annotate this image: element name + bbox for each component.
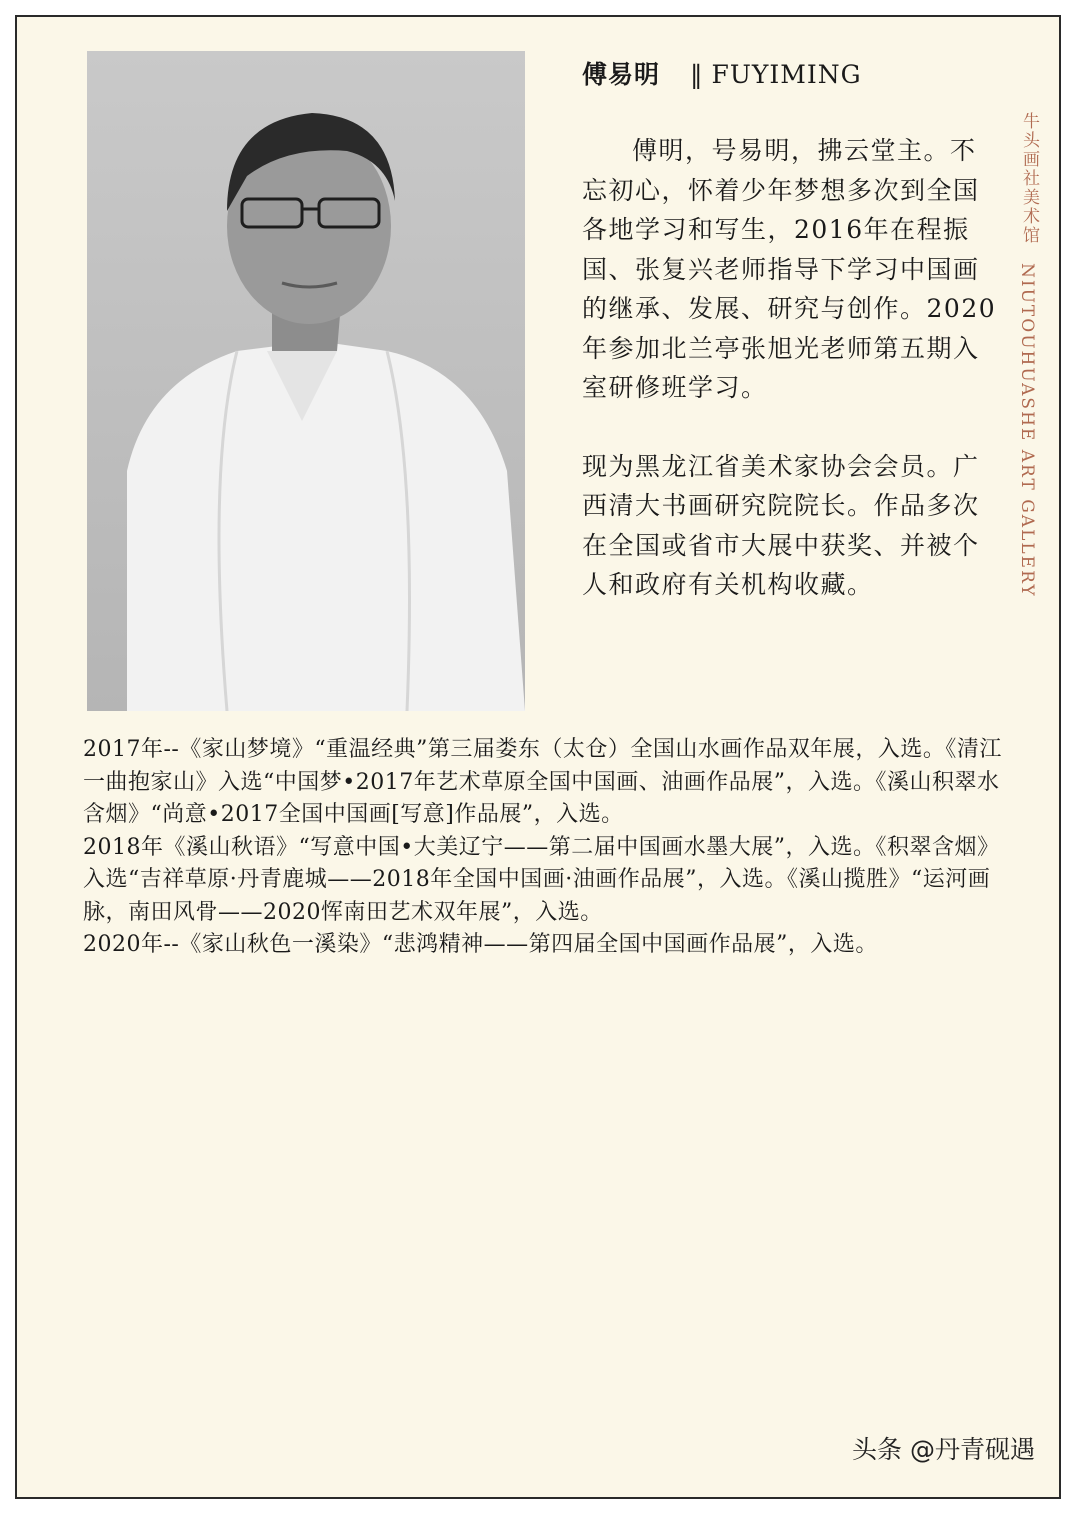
exhibition-history (83, 734, 1013, 962)
bio-paragraph-1: 傅明，号易明，拂云堂主。不忘初心，怀着少年梦想多次到全国各地学习和写生，2016年在程振国、张复兴老师指导下学习中国画的继承、发展、研究与创作。2020年参加北兰亭张旭光老师第五期入室研修班学习。 (582, 136, 997, 402)
source-watermark: 头条 @丹青砚遇 (852, 1435, 1035, 1464)
gallery-label-en: NIUTOUHUASHE ART GALLERY (1017, 263, 1037, 598)
gallery-label-cn: 牛头画社美术馆 (1019, 112, 1039, 245)
exhibition-entry-2020: 2020年--《家山秋色一溪染》“悲鸿精神——第四届全国中国画作品展”，入选。 (83, 932, 878, 957)
artist-biography (582, 131, 1002, 605)
artist-name-heading (582, 55, 862, 91)
bio-paragraph-2: 现为黑龙江省美术家协会会员。广西清大书画研究院院长。作品多次在全国或省市大展中获奖、并被个人和政府有关机构收藏。 (582, 451, 980, 599)
name-separator: ‖ (690, 60, 704, 89)
exhibition-entry-2017: 2017年--《家山梦境》“重温经典”第三届娄东（太仓）全国山水画作品双年展，入选。《清江一曲抱家山》入选“中国梦•2017年艺术草原全国中国画、油画作品展”，入选。《溪山积翠水含烟》“尚意•2017全国中国画[写意]作品展”，入选。 (83, 737, 1002, 827)
artist-portrait-photo (87, 51, 525, 711)
artist-name-cn: 傅易明 (582, 60, 661, 89)
artist-name-en: FUYIMING (711, 60, 862, 89)
page-frame (15, 15, 1061, 1499)
exhibition-entry-2018: 2018年《溪山秋语》“写意中国•大美辽宁——第二届中国画水墨大展”，入选。《积翠含烟》入选“吉祥草原·丹青鹿城——2018年全国中国画·油画作品展”，入选。《溪山揽胜》“运河画脉，南田风骨——2020恽南田艺术双年展”，入选。 (83, 834, 1000, 925)
